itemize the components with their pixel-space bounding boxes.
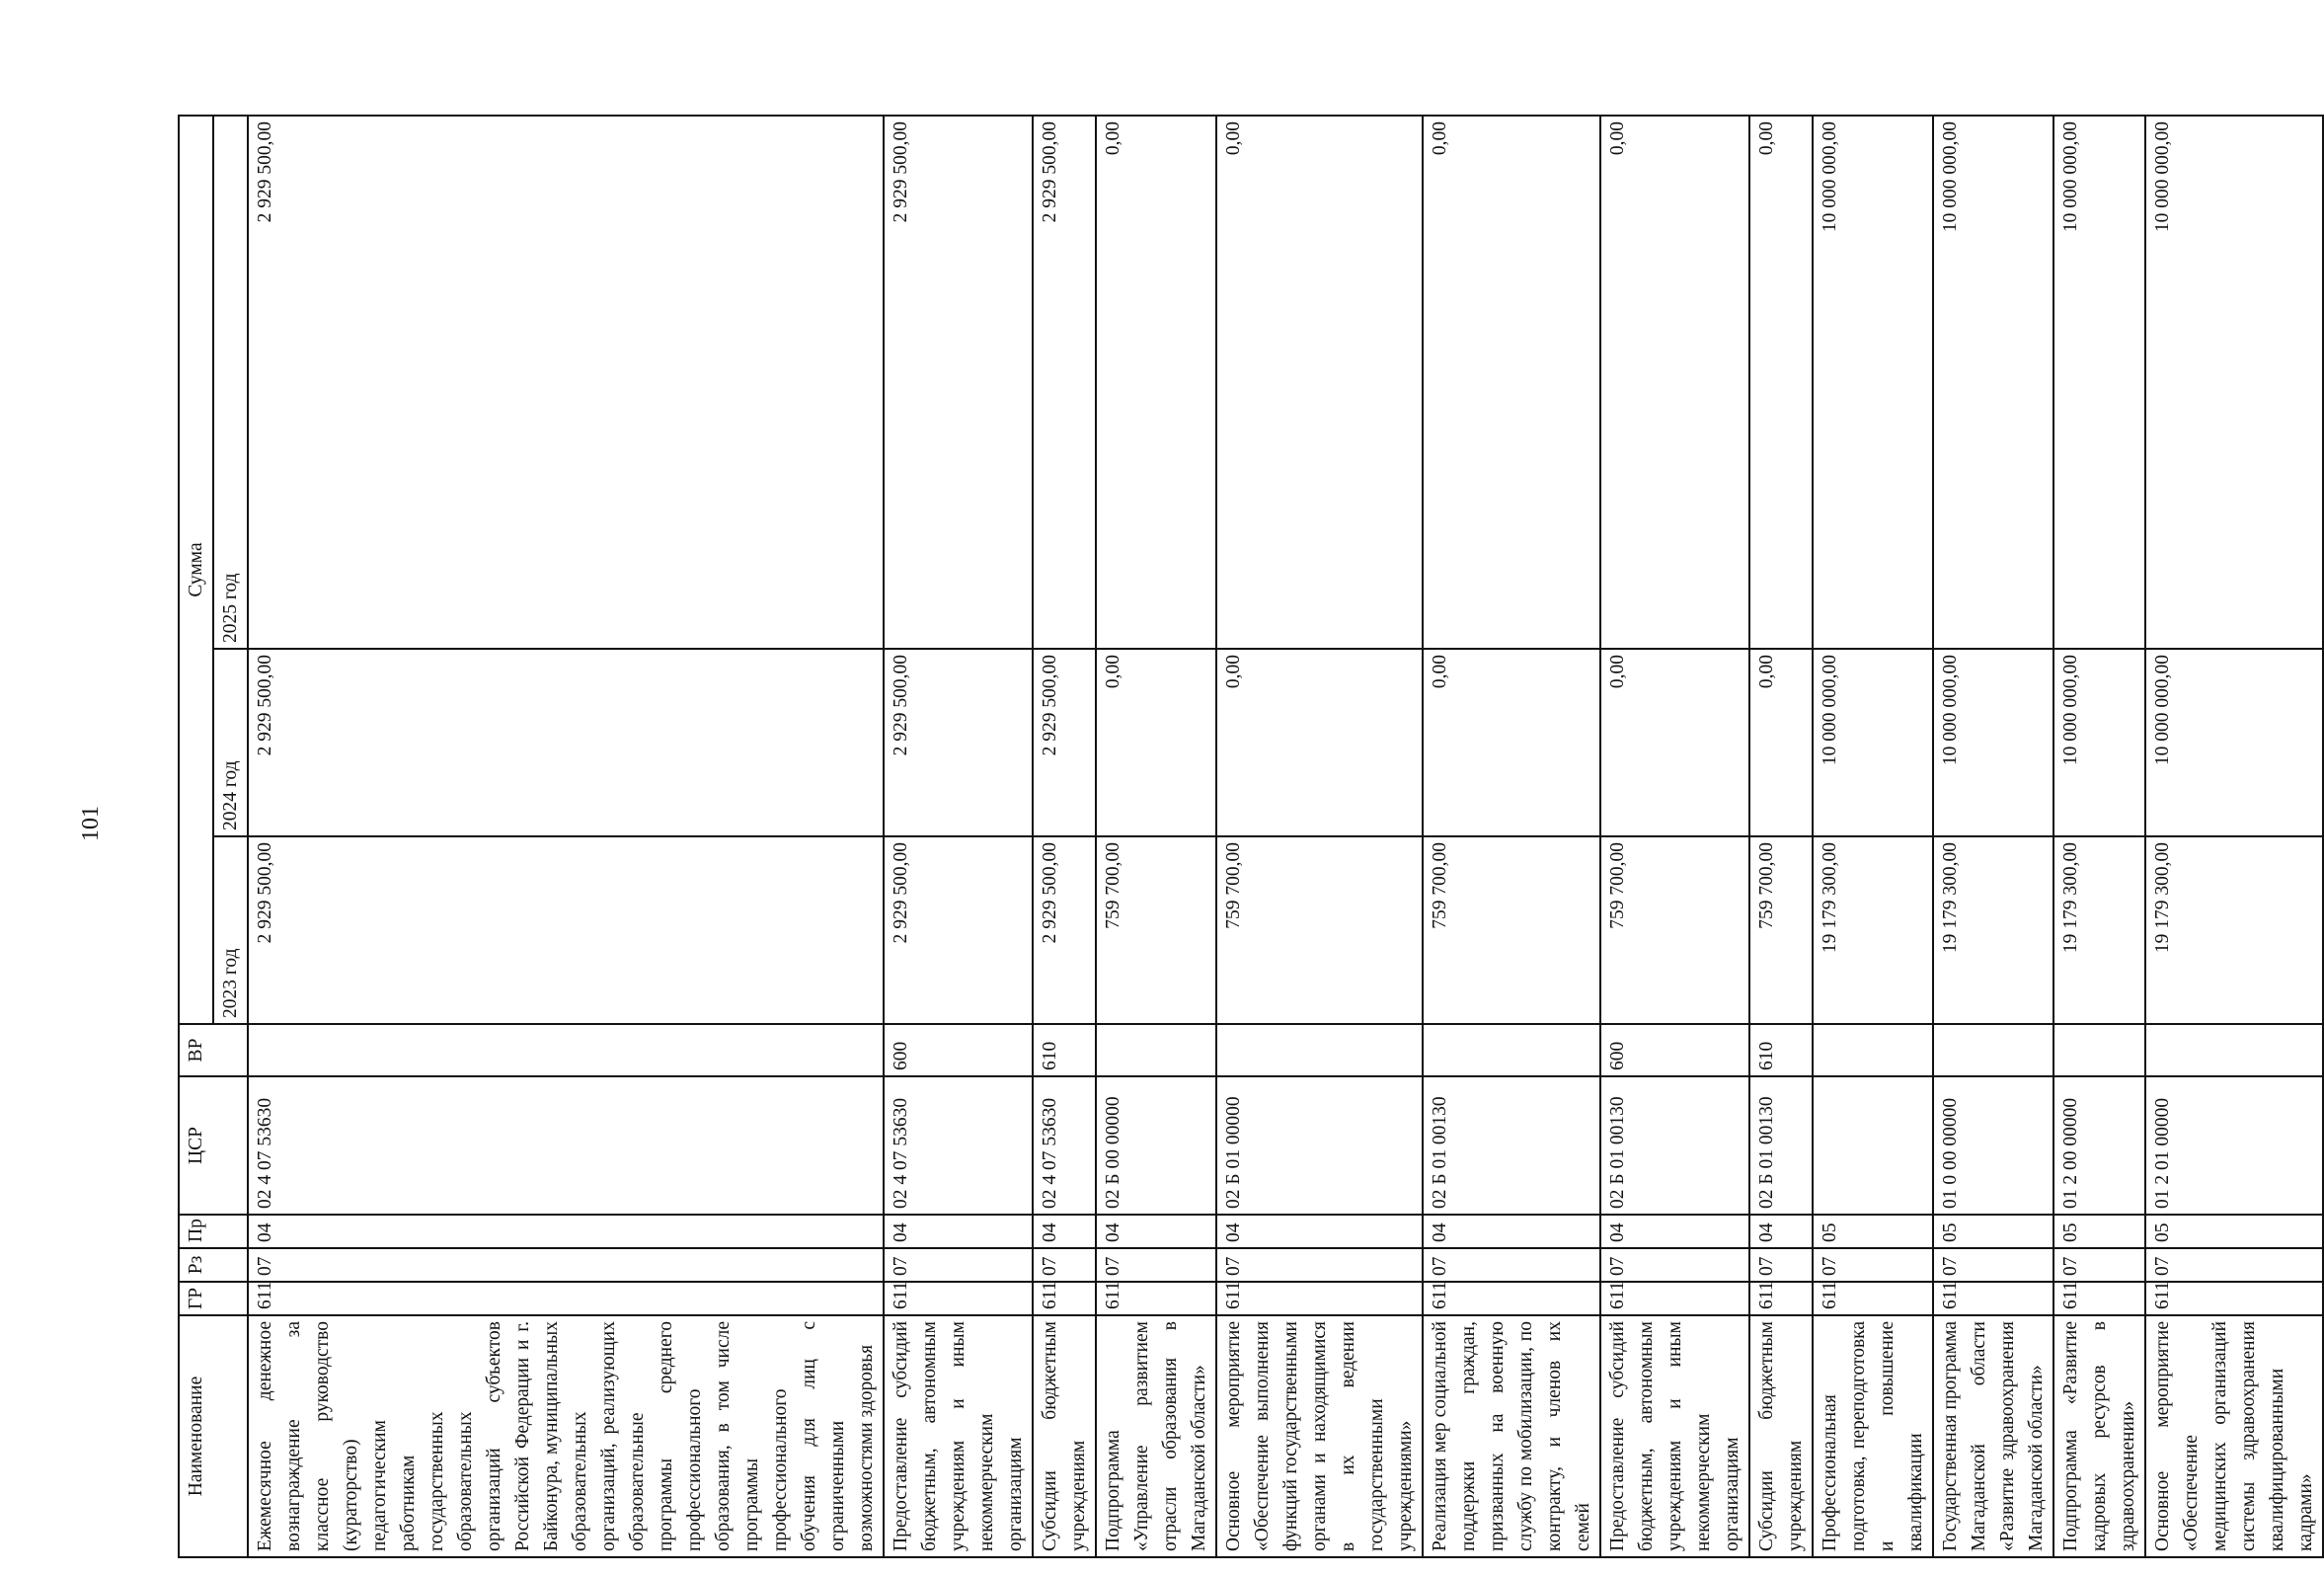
cell-amount-2023: 19 179 300,00 <box>1933 836 2053 1024</box>
cell-amount-2023: 2 929 500,00 <box>248 836 884 1024</box>
table-body <box>248 116 2323 1557</box>
cell-amount-2025: 10 000 000,00 <box>1813 116 1933 649</box>
cell-amount-2025: 0,00 <box>1423 116 1600 649</box>
table-row <box>1813 116 1933 1557</box>
cell-vr <box>248 1024 884 1076</box>
cell-gr: 611 <box>1096 1282 1216 1315</box>
cell-amount-2024: 0,00 <box>1096 649 1216 836</box>
cell-gr: 611 <box>1933 1282 2053 1315</box>
table-row <box>248 116 884 1557</box>
cell-rz: 07 <box>1600 1248 1749 1282</box>
cell-amount-2023: 759 700,00 <box>1216 836 1423 1024</box>
cell-pr: 04 <box>1423 1215 1600 1248</box>
cell-csr: 02 4 07 53630 <box>1033 1076 1096 1215</box>
cell-amount-2024: 2 929 500,00 <box>1033 649 1096 836</box>
table-row <box>2145 116 2323 1557</box>
cell-csr: 01 2 01 00000 <box>2145 1076 2323 1215</box>
cell-rz: 07 <box>2053 1248 2145 1282</box>
cell-amount-2025: 10 000 000,00 <box>1933 116 2053 649</box>
cell-amount-2025: 2 929 500,00 <box>248 116 884 649</box>
cell-csr: 02 Б 01 00130 <box>1600 1076 1749 1215</box>
cell-name: Подпрограмма «Управление развитием отрасли образования в Магаданской области» <box>1096 1315 1216 1557</box>
cell-amount-2025: 0,00 <box>1216 116 1423 649</box>
table-row <box>1423 116 1600 1557</box>
cell-amount-2025: 2 929 500,00 <box>1033 116 1096 649</box>
cell-amount-2024: 0,00 <box>1216 649 1423 836</box>
cell-amount-2023: 19 179 300,00 <box>2145 836 2323 1024</box>
cell-name: Предоставление субсидий бюджетным, автономным учреждениям и иным некоммерческим организациям <box>884 1315 1033 1557</box>
header-vr: ВР <box>179 1024 248 1076</box>
cell-csr: 02 Б 01 00130 <box>1423 1076 1600 1215</box>
table-row <box>1216 116 1423 1557</box>
cell-amount-2024: 2 929 500,00 <box>884 649 1033 836</box>
cell-gr: 611 <box>1813 1282 1933 1315</box>
header-year-2025: 2025 год <box>213 116 248 649</box>
cell-vr <box>1933 1024 2053 1076</box>
cell-amount-2023: 2 929 500,00 <box>1033 836 1096 1024</box>
cell-vr: 600 <box>1600 1024 1749 1076</box>
budget-table-wrapper <box>178 117 2316 1558</box>
cell-amount-2025: 0,00 <box>1600 116 1749 649</box>
cell-name: Предоставление субсидий бюджетным, автономным учреждениям и иным некоммерческим организациям <box>1600 1315 1749 1557</box>
cell-vr <box>1096 1024 1216 1076</box>
cell-rz: 07 <box>1096 1248 1216 1282</box>
cell-gr: 611 <box>1423 1282 1600 1315</box>
header-row-top <box>179 116 213 1557</box>
cell-amount-2025: 10 000 000,00 <box>2053 116 2145 649</box>
cell-rz: 07 <box>248 1248 884 1282</box>
cell-vr <box>2053 1024 2145 1076</box>
cell-gr: 611 <box>2145 1282 2323 1315</box>
cell-gr: 611 <box>1216 1282 1423 1315</box>
cell-rz: 07 <box>1033 1248 1096 1282</box>
cell-csr: 01 0 00 00000 <box>1933 1076 2053 1215</box>
budget-table <box>178 115 2324 1558</box>
cell-gr: 611 <box>1749 1282 1813 1315</box>
cell-pr: 04 <box>1033 1215 1096 1248</box>
cell-amount-2024: 0,00 <box>1600 649 1749 836</box>
cell-gr: 611 <box>248 1282 884 1315</box>
cell-name: Государственная программа Магаданской области «Развитие здравоохранения Магаданской области» <box>1933 1315 2053 1557</box>
cell-amount-2024: 0,00 <box>1749 649 1813 836</box>
cell-rz: 07 <box>1933 1248 2053 1282</box>
cell-amount-2023: 2 929 500,00 <box>884 836 1033 1024</box>
table-row <box>1933 116 2053 1557</box>
cell-name: Подпрограмма «Развитие кадровых ресурсов в здравоохранении» <box>2053 1315 2145 1557</box>
cell-pr: 04 <box>1600 1215 1749 1248</box>
header-year-2024: 2024 год <box>213 649 248 836</box>
cell-csr: 02 Б 01 00130 <box>1749 1076 1813 1215</box>
cell-pr: 05 <box>2053 1215 2145 1248</box>
cell-amount-2023: 759 700,00 <box>1600 836 1749 1024</box>
cell-amount-2023: 759 700,00 <box>1423 836 1600 1024</box>
cell-pr: 05 <box>1933 1215 2053 1248</box>
cell-amount-2024: 10 000 000,00 <box>1933 649 2053 836</box>
cell-name: Ежемесячное денежное вознаграждение за классное руководство (кураторство) педагогическим работникам государственных образовательных организаций субъектов Российской Федерации и г. Байконура, муниципальных образовательных организаций, реализующих образовательные программы среднего профессионального образования, в том числе программы профессионального обучения для лиц с ограниченными возможностями здоровья <box>248 1315 884 1557</box>
cell-amount-2024: 10 000 000,00 <box>2053 649 2145 836</box>
cell-rz: 07 <box>884 1248 1033 1282</box>
cell-amount-2024: 2 929 500,00 <box>248 649 884 836</box>
cell-vr <box>1813 1024 1933 1076</box>
cell-pr: 04 <box>248 1215 884 1248</box>
header-year-2023: 2023 год <box>213 836 248 1024</box>
cell-gr: 611 <box>884 1282 1033 1315</box>
cell-csr: 02 Б 01 00000 <box>1216 1076 1423 1215</box>
cell-gr: 611 <box>2053 1282 2145 1315</box>
table-row <box>1749 116 1813 1557</box>
cell-rz: 07 <box>1216 1248 1423 1282</box>
cell-name: Основное мероприятие «Обеспечение выполнения функций государственными органами и находящимися в их ведении государственными учреждениями» <box>1216 1315 1423 1557</box>
cell-pr: 05 <box>1813 1215 1933 1248</box>
cell-csr: 02 4 07 53630 <box>884 1076 1033 1215</box>
cell-rz: 07 <box>1813 1248 1933 1282</box>
cell-pr: 04 <box>1749 1215 1813 1248</box>
cell-vr <box>1423 1024 1600 1076</box>
cell-name: Реализация мер социальной поддержки граждан, призванных на военную службу по мобилизации, по контракту, и членов их семей <box>1423 1315 1600 1557</box>
cell-amount-2023: 759 700,00 <box>1096 836 1216 1024</box>
cell-amount-2023: 759 700,00 <box>1749 836 1813 1024</box>
table-row <box>884 116 1033 1557</box>
cell-gr: 611 <box>1600 1282 1749 1315</box>
cell-vr <box>1216 1024 1423 1076</box>
cell-vr: 600 <box>884 1024 1033 1076</box>
header-name: Наименование <box>179 1315 248 1557</box>
cell-vr <box>2145 1024 2323 1076</box>
cell-csr <box>1813 1076 1933 1215</box>
header-rz: Рз <box>179 1248 248 1282</box>
cell-amount-2025: 0,00 <box>1749 116 1813 649</box>
header-sum: Сумма <box>179 116 213 1024</box>
cell-csr: 02 Б 00 00000 <box>1096 1076 1216 1215</box>
header-gr: ГР <box>179 1282 248 1315</box>
header-csr: ЦСР <box>179 1076 248 1215</box>
cell-csr: 01 2 00 00000 <box>2053 1076 2145 1215</box>
cell-amount-2025: 10 000 000,00 <box>2145 116 2323 649</box>
cell-vr: 610 <box>1033 1024 1096 1076</box>
cell-name: Субсидии бюджетным учреждениям <box>1033 1315 1096 1557</box>
table-row <box>1096 116 1216 1557</box>
cell-vr: 610 <box>1749 1024 1813 1076</box>
cell-pr: 04 <box>1096 1215 1216 1248</box>
table-row <box>1033 116 1096 1557</box>
table-row <box>2053 116 2145 1557</box>
cell-amount-2024: 0,00 <box>1423 649 1600 836</box>
cell-amount-2025: 2 929 500,00 <box>884 116 1033 649</box>
cell-rz: 07 <box>1749 1248 1813 1282</box>
cell-amount-2024: 10 000 000,00 <box>2145 649 2323 836</box>
cell-pr: 04 <box>1216 1215 1423 1248</box>
cell-rz: 07 <box>1423 1248 1600 1282</box>
cell-pr: 05 <box>2145 1215 2323 1248</box>
header-pr: Пр <box>179 1215 248 1248</box>
cell-amount-2025: 0,00 <box>1096 116 1216 649</box>
cell-name: Субсидии бюджетным учреждениям <box>1749 1315 1813 1557</box>
cell-gr: 611 <box>1033 1282 1096 1315</box>
page-number: 101 <box>77 806 104 841</box>
cell-csr: 02 4 07 53630 <box>248 1076 884 1215</box>
cell-name: Профессиональная подготовка, переподготовка и повышение квалификации <box>1813 1315 1933 1557</box>
cell-name: Основное мероприятие «Обеспечение медицинских организаций системы здравоохранения квалифицированными кадрами» <box>2145 1315 2323 1557</box>
cell-amount-2024: 10 000 000,00 <box>1813 649 1933 836</box>
table-row <box>1600 116 1749 1557</box>
cell-amount-2023: 19 179 300,00 <box>1813 836 1933 1024</box>
cell-pr: 04 <box>884 1215 1033 1248</box>
cell-rz: 07 <box>2145 1248 2323 1282</box>
cell-amount-2023: 19 179 300,00 <box>2053 836 2145 1024</box>
